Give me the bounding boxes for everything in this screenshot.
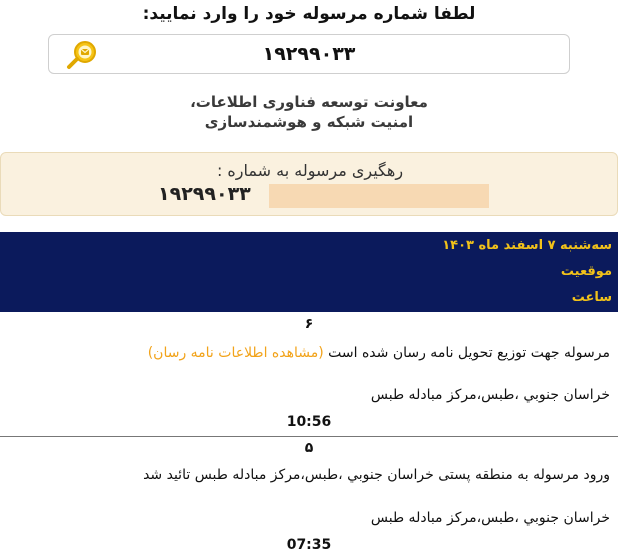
event-location: خراسان جنوبي ،طبس،مرکز مبادله طبس [370,387,610,403]
summary-date: سه‌شنبه ۷ اسفند ماه ۱۴۰۳ [442,238,612,253]
tracking-header-box [0,152,618,216]
summary-location-label: موقعیت [560,264,612,279]
event-time: 10:56 [286,414,332,430]
tracking-summary-panel [0,232,618,312]
event-divider [0,436,618,437]
org-line-2: امنیت شبکه و هوشمندسازی [204,113,414,131]
tracking-title: رهگیری مرسوله به شماره : [216,161,404,180]
event-location: خراسان جنوبي ،طبس،مرکز مبادله طبس [370,510,610,526]
org-line-1: معاونت توسعه فناوری اطلاعات، [190,93,428,111]
search-value: ۱۹۲۹۹۰۳۳ [262,43,356,65]
event-number: ۶ [304,316,314,332]
event-description [10,343,610,363]
event-number: ۵ [304,440,314,456]
tracking-number-input[interactable] [48,34,570,74]
event-description-text: مرسوله جهت توزیع تحویل نامه رسان شده است [328,345,610,361]
event-description: ورود مرسوله به منطقه پستی خراسان جنوبي ،طبس،مرکز مبادله طبس تائید شد [143,467,610,483]
view-postman-info-link[interactable]: (مشاهده اطلاعات نامه رسان) [147,345,324,361]
tracking-number: ۱۹۲۹۹۰۳۳ [158,183,251,205]
summary-time-label: ساعت [571,290,612,305]
search-prompt: لطفا شماره مرسوله خود را وارد نمایید: [142,4,476,24]
org-caption [0,92,618,132]
event-time: 07:35 [286,537,332,553]
redacted-block [269,184,489,208]
